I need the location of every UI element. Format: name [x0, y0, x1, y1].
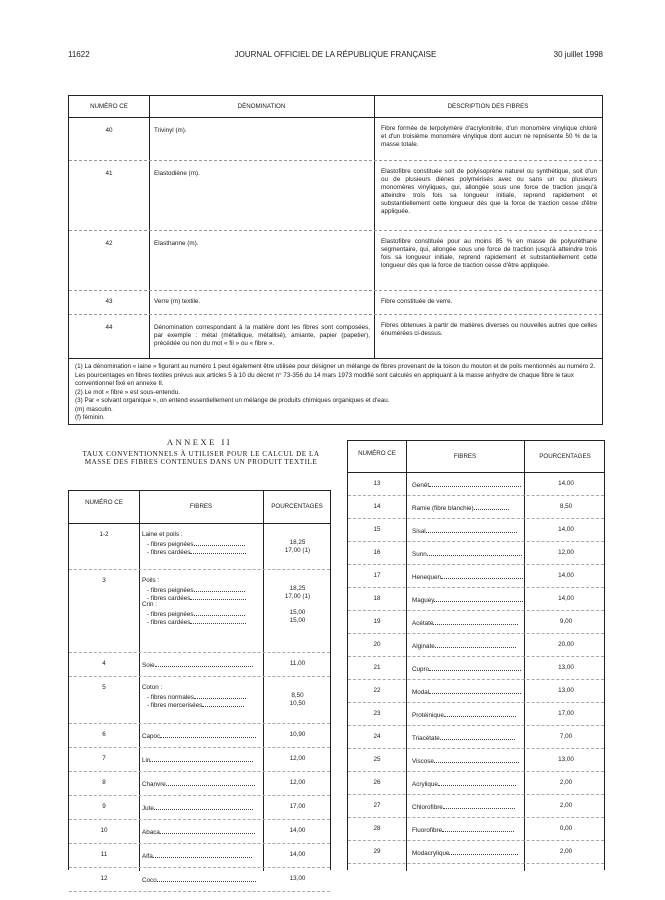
row-number: 25 — [373, 756, 381, 763]
percentage: 14,00 — [558, 595, 574, 602]
row-number: 17 — [373, 572, 381, 579]
percentage: 14,00 — [558, 526, 574, 533]
fibre-name: - fibres cardées — [147, 593, 267, 603]
table-header — [69, 491, 330, 524]
col-header-fibres: FIBRES — [189, 503, 213, 510]
row-number: 7 — [102, 755, 106, 762]
note: (m) masculin. — [75, 405, 113, 413]
table-row — [348, 794, 604, 818]
fibre-name: Fluorofibre — [412, 825, 524, 834]
table-row — [348, 840, 604, 864]
row-number: 19 — [373, 618, 381, 625]
percentage: 17,00 (1) — [284, 547, 311, 554]
table-row: 42 Elasthanne (m). Elastofibre constituée pour au moins 85 % en masse de polyuréthane segmentaire, qui, allongée sous une force de traction jusqu'à atteindre trois fois sa longueur initiale, reprend rapidement et substantiellement cette longueur dès que la force de traction cesse d'être appliquée. — [69, 230, 602, 291]
fibre-name: Cupro — [412, 664, 524, 673]
row-number: 11 — [100, 851, 108, 858]
publication-date: 30 juillet 1998 — [553, 50, 603, 59]
annexe-title: ANNEXE II — [166, 437, 233, 447]
fibre-name: Modal — [412, 687, 524, 696]
fibre-name: - fibres peignées — [147, 609, 267, 619]
row-number: 13 — [373, 480, 381, 487]
table-row — [69, 569, 330, 653]
percentage: 13,00 — [558, 664, 574, 671]
percentage: 14,00 — [289, 851, 306, 858]
table-row — [348, 725, 604, 749]
fibre-name: - fibres peignées — [147, 585, 267, 595]
table-row — [69, 843, 330, 868]
table-row — [348, 587, 604, 611]
fibre-name: Coton : — [142, 684, 163, 691]
fibre-name: - fibres cardées — [147, 617, 267, 627]
row-number: 26 — [373, 779, 381, 786]
percentage: 13,00 — [558, 756, 574, 763]
percentage: 2,00 — [559, 848, 573, 855]
row-number: 3 — [102, 577, 106, 584]
percentage: 12,00 — [558, 549, 574, 556]
fibre-name: Chanvre — [142, 779, 262, 789]
note: (3) Par « solvant organique », on entend essentiellement un mélange de produits chimiques organiques et d'eau. — [75, 397, 390, 404]
fibre-description-table — [68, 95, 603, 425]
percentage: 2,00 — [559, 779, 573, 786]
fibre-name: - fibres cardées — [147, 547, 267, 557]
percentage: 13,00 — [558, 687, 574, 694]
table-row — [69, 652, 330, 677]
row-number: 28 — [373, 825, 381, 832]
percentage: 17,00 — [289, 803, 306, 810]
fibre-name: Ramie (fibre blanchie) — [412, 503, 524, 512]
table-row — [69, 723, 330, 748]
table-row — [348, 541, 604, 565]
percentage: 13,00 — [289, 875, 306, 882]
table-row: 41 Elastodiène (m). Elastofibre constituée soit de polyisoprène naturel ou synthétique, soit d'un ou de plusieurs diènes polymérisés avec ou sans un ou plusieurs monomères vinyliques, qui, allongée sous une force de traction jusqu'à atteindre trois fois sa longueur initiale, reprend rapidement et substantiellement cette longueur dès que la force de traction cesse d'être appliquée. — [69, 160, 602, 231]
table-row — [348, 495, 604, 519]
percentage: 18,25 — [289, 539, 306, 546]
fibre-name: Genêt — [412, 480, 524, 489]
table-row — [348, 817, 604, 841]
row-number: 9 — [102, 803, 106, 810]
table-row — [69, 819, 330, 844]
note: (f) féminin. — [75, 414, 105, 421]
percentage: 14,00 — [558, 572, 574, 579]
row-number: 22 — [373, 687, 381, 694]
col-header-numero: NUMÉRO CE — [358, 450, 396, 457]
percentage: 15,00 — [289, 609, 306, 616]
note: (2) Le mot « fibre » est sous-entendu. — [75, 388, 181, 396]
table-row — [348, 610, 604, 634]
row-number: 21 — [373, 664, 381, 671]
percentage: 2,00 — [559, 802, 573, 809]
percentage: 0,00 — [559, 825, 573, 832]
fibre-name: Henequen — [412, 572, 524, 581]
row-number: 27 — [373, 802, 381, 809]
annexe-subtitle: TAUX CONVENTIONNELS À UTILISER POUR LE CALCUL DE LA MASSE DES FIBRES CONTENUES DANS UN PRODUIT TEXTILE — [82, 450, 320, 467]
table-row — [69, 676, 330, 724]
fibre-name: Soie — [142, 660, 262, 670]
row-number: 8 — [102, 779, 106, 786]
percentage: 10,50 — [289, 700, 306, 707]
row-number: 10 — [100, 827, 108, 834]
fibre-name: Alginate — [412, 641, 524, 650]
table-row — [348, 564, 604, 588]
page-number: 11622 — [68, 50, 90, 59]
table-row — [69, 795, 330, 820]
table-row — [69, 867, 330, 892]
table-row — [348, 633, 604, 657]
row-number: 14 — [373, 503, 381, 510]
fibre-name: Viscose — [412, 756, 524, 765]
table-row — [69, 523, 330, 570]
fibre-name: Sunn — [412, 549, 524, 558]
fibre-name: Lin — [142, 755, 262, 765]
page-header — [68, 50, 603, 64]
table-row: 43 Verre (m) textile. Fibre constituée de verre. — [69, 290, 602, 315]
table-row — [348, 771, 604, 795]
table-row: 40 Trivinyl (m). Fibre formée de terpolymère d'acrylonitrile, d'un monomère vinylique chloré et d'un troisième monomère vinylique dont aucun ne représente 50 % de la masse totale. — [69, 117, 602, 161]
col-header-description: DESCRIPTION DES FIBRES — [447, 103, 529, 110]
col-header-pourcentages: POURCENTAGES — [539, 453, 591, 460]
fibre-name: Acrylique — [412, 779, 524, 788]
fibre-name: Laine et poils : — [142, 531, 183, 538]
table-row — [348, 472, 604, 496]
fibre-name: Poils : — [142, 577, 160, 584]
row-number: 6 — [102, 731, 106, 738]
row-number: 4 — [102, 660, 106, 667]
percentage: 17,00 — [558, 710, 574, 717]
fibre-name: Chlorofibre — [412, 802, 524, 811]
col-header-fibres: FIBRES — [453, 453, 477, 460]
percentage: 20,00 — [558, 641, 574, 648]
table-header — [348, 441, 604, 473]
percentage: 14,00 — [289, 827, 306, 834]
table-row — [69, 771, 330, 796]
fibre-name: Acétate — [412, 618, 524, 627]
table-notes — [69, 358, 602, 427]
fibre-name: Protéinique — [412, 710, 524, 719]
col-header-numero: NUMÉRO CE — [85, 499, 123, 506]
fibre-name: Triacétate — [412, 733, 524, 742]
conventional-rates-table-left — [68, 490, 331, 884]
row-number: 18 — [373, 595, 381, 602]
fibre-name: Maguey — [412, 595, 524, 604]
percentage: 7,00 — [559, 733, 573, 740]
note: (1) La dénomination « laine » figurant au numéro 1 peut également être utilisée pour désigner un mélange de fibres provenant de la toison du mouton et de poils mentionnés au numéro 2. Les pourcentages en fibres textiles prévus aux articles 5 à 10 du décret n° 73-356 du 14 mars 1973 modifié sont calculés en appliquant à la masse anhydre de chaque fibre le taux conventionnel fixé en annexe II. — [75, 363, 596, 387]
conventional-rates-table-right — [347, 440, 605, 870]
percentage: 14,00 — [558, 480, 574, 487]
fibre-name: Abaca — [142, 827, 262, 837]
fibre-name: - fibres normales — [147, 692, 267, 702]
fibre-name: Coco — [142, 875, 262, 885]
row-number: 12 — [100, 875, 108, 882]
fibre-name: Alfa — [142, 851, 262, 861]
fibre-name: Capoc — [142, 731, 262, 741]
percentage: 8,50 — [559, 503, 573, 510]
row-number: 1-2 — [99, 531, 109, 538]
percentage: 12,00 — [289, 779, 306, 786]
fibre-name: - fibres peignées — [147, 539, 267, 549]
percentage: 18,25 — [289, 585, 306, 592]
col-header-pourcentages: POURCENTAGES — [271, 503, 323, 510]
row-number: 15 — [373, 526, 381, 533]
table-row — [348, 679, 604, 703]
percentage: 8,50 — [291, 692, 304, 699]
row-number: 16 — [373, 549, 381, 556]
table-row — [348, 748, 604, 772]
fibre-name: Jute — [142, 803, 262, 813]
col-header-numero: NUMÉRO CE — [90, 103, 128, 110]
fibre-name: - fibres mercerisées — [147, 700, 267, 710]
journal-title: JOURNAL OFFICIEL DE LA RÉPUBLIQUE FRANÇAISE — [234, 50, 437, 59]
table-row — [348, 518, 604, 542]
row-number: 23 — [373, 710, 381, 717]
fibre-name: Sisal — [412, 526, 524, 535]
row-number: 5 — [102, 684, 106, 691]
table-row — [348, 656, 604, 680]
percentage: 12,00 — [289, 755, 306, 762]
row-number: 24 — [373, 733, 381, 740]
percentage: 10,90 — [289, 731, 306, 738]
col-header-denomination: DÉNOMINATION — [237, 103, 286, 110]
percentage: 9,00 — [559, 618, 573, 625]
row-number: 29 — [373, 848, 381, 855]
table-row — [69, 747, 330, 772]
percentage: 15,00 — [289, 617, 306, 624]
table-row — [348, 702, 604, 726]
percentage: 11,00 — [289, 660, 306, 667]
fibre-name: Modacrylique — [412, 848, 524, 857]
table-row: 44 Dénomination correspondant à la matière dont les fibres sont composées, par exemple : métal (métallique, métallisé), amiante, papier (papetier), précédée ou non du mot « fil » ou « fibre ». Fibres obtenues à partir de matières diverses ou nouvelles autres que celles énumérées ci-dessus. — [105, 322, 597, 347]
percentage: 17,00 (1) — [284, 593, 311, 600]
row-number: 20 — [373, 641, 381, 648]
fibre-name: Crin : — [142, 601, 158, 608]
